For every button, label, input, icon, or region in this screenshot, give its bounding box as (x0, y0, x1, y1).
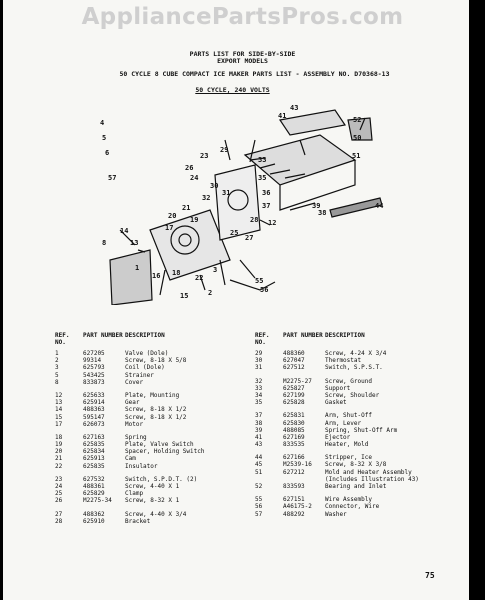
table-row (55, 372, 265, 379)
description-cell: Screw, 8-18 X 1/2 (125, 413, 187, 421)
part-number-cell: 833535 (283, 441, 305, 449)
part-number-cell: 833593 (283, 483, 305, 490)
table-row (55, 350, 265, 357)
description-cell: Screw, 4-24 X 3/4 (325, 350, 387, 357)
description-cell: Spring (125, 433, 147, 441)
ref-cell: 28 (55, 517, 63, 525)
ref-cell: 27 (55, 510, 63, 518)
description-cell: Plate, Valve Switch (125, 441, 194, 449)
table-row (55, 455, 265, 462)
svg-text:33: 33 (258, 156, 267, 164)
description-cell: Stripper, Ice (325, 454, 372, 462)
part-number-cell: 625835 (83, 441, 105, 449)
ref-cell: 38 (255, 419, 263, 427)
svg-text:16: 16 (152, 272, 161, 280)
part-number-cell: 625830 (283, 419, 305, 427)
description-cell: Screw, Ground (325, 377, 372, 385)
ref-cell: 33 (255, 384, 263, 392)
description-cell: Spacer, Holding Switch (125, 448, 205, 456)
col-ref: REF. NO. (55, 332, 70, 347)
col-part: PART NUMBER (83, 332, 123, 339)
svg-text:23: 23 (200, 152, 209, 160)
description-cell: Insulator (125, 462, 158, 470)
svg-text:24: 24 (190, 174, 199, 182)
svg-text:31: 31 (222, 189, 231, 197)
ref-cell: 55 (255, 496, 263, 504)
col-part: PART NUMBER (283, 332, 323, 339)
svg-text:20: 20 (168, 212, 177, 220)
part-number-cell: 627151 (283, 496, 305, 504)
description-cell: Gasket (325, 399, 347, 407)
part-number-cell: 625793 (83, 364, 105, 372)
description-cell: Ejector (325, 433, 351, 441)
svg-text:8: 8 (102, 239, 107, 247)
ref-cell: 17 (55, 420, 63, 428)
table-row (255, 503, 465, 510)
description-cell: Screw, 4-40 X 1 (125, 483, 180, 490)
table-row (55, 392, 265, 399)
svg-text:29: 29 (220, 146, 229, 154)
part-number-cell: 625834 (83, 448, 105, 456)
part-number-cell (283, 476, 325, 483)
part-number-cell: 627212 (283, 468, 305, 476)
ref-cell: 37 (255, 412, 263, 420)
part-number-cell: 625827 (283, 384, 305, 392)
part-number-cell: 625914 (83, 399, 105, 407)
part-number-cell: 543425 (83, 371, 105, 379)
description-cell: Screw, 8-32 X 1 (125, 497, 180, 505)
table-row (255, 350, 465, 357)
header-title: PARTS LIST FOR SIDE-BY-SIDE (189, 50, 296, 58)
svg-text:35: 35 (258, 174, 267, 182)
part-number-cell: 625910 (83, 517, 105, 525)
part-number-cell: 627512 (283, 364, 305, 372)
table-row (255, 434, 465, 441)
ref-cell: 13 (55, 399, 63, 407)
description-cell: Valve (Dole) (125, 350, 169, 357)
ref-cell: 57 (255, 510, 263, 518)
part-number-cell: M2539-16 (283, 461, 312, 469)
header-assembly: 50 CYCLE 8 CUBE COMPACT ICE MAKER PARTS LIST - ASSEMBLY NO. D70368-13 (119, 70, 390, 78)
table-row (255, 427, 465, 434)
part-number-cell: 625828 (283, 399, 305, 407)
ref-cell: 32 (255, 377, 263, 385)
description-cell: (Includes Illustration 43) (325, 475, 419, 483)
svg-text:3: 3 (213, 266, 218, 274)
ref-cell: 29 (255, 350, 263, 357)
part-number-cell: 625913 (83, 455, 105, 463)
part-number-cell: 627047 (283, 357, 305, 365)
description-cell: Thermostat (325, 357, 362, 365)
ref-cell: 21 (55, 455, 63, 463)
ref-cell: 3 (55, 364, 59, 372)
part-number-cell: 488362 (83, 510, 105, 518)
table-row (255, 496, 465, 503)
svg-text:15: 15 (180, 292, 189, 300)
ref-cell (255, 476, 283, 483)
ref-cell: 51 (255, 468, 263, 476)
ref-cell: 44 (255, 454, 263, 462)
table-row (55, 399, 265, 406)
table-row (255, 399, 465, 406)
page-number: 75 (425, 571, 435, 580)
table-row (255, 357, 465, 364)
table-row (55, 364, 265, 371)
table-row (55, 448, 265, 455)
table-row (255, 469, 465, 476)
description-cell: Arm, Lever (325, 419, 362, 427)
part-number-cell: 625829 (83, 490, 105, 498)
description-cell: Motor (125, 420, 144, 428)
part-number-cell: 625633 (83, 391, 105, 399)
table-row (255, 511, 465, 518)
table-row (55, 483, 265, 490)
col-desc: DESCRIPTION (125, 332, 165, 339)
ref-cell: 18 (55, 433, 63, 441)
description-cell: Screw, 8-18 X 5/8 (125, 357, 187, 365)
col-ref: REF. NO. (255, 332, 270, 347)
svg-text:1: 1 (135, 264, 140, 272)
table-row (55, 421, 265, 428)
description-cell: Screw, 4-40 X 3/4 (125, 510, 187, 518)
ref-cell: 24 (55, 483, 63, 490)
part-number-cell: 627199 (283, 391, 305, 399)
table-row (255, 454, 465, 461)
part-number-cell: 488363 (83, 406, 105, 414)
svg-text:37: 37 (262, 202, 271, 210)
watermark: AppliancePartsPros.com (81, 4, 404, 30)
description-cell: Washer (325, 510, 347, 518)
ref-cell: 23 (55, 475, 63, 483)
part-number-cell: 488085 (283, 426, 305, 434)
svg-text:51: 51 (352, 152, 361, 160)
part-number-cell: 99314 (83, 357, 102, 365)
description-cell: Screw, 8-32 X 3/8 (325, 461, 387, 469)
part-number-cell: 488361 (83, 483, 105, 490)
table-header-left (55, 332, 265, 350)
svg-text:55: 55 (255, 277, 264, 285)
svg-text:19: 19 (190, 216, 199, 224)
parts-table-right (255, 332, 465, 518)
table-row (255, 385, 465, 392)
ref-cell: 19 (55, 441, 63, 449)
ref-cell: 34 (255, 391, 263, 399)
ref-cell: 30 (255, 357, 263, 365)
svg-text:41: 41 (278, 112, 287, 120)
part-number-cell: 488360 (283, 350, 305, 357)
table-row (55, 406, 265, 413)
table-row (255, 483, 465, 490)
description-cell: Screw, Shoulder (325, 391, 380, 399)
table-row (55, 497, 265, 504)
svg-text:4: 4 (100, 119, 105, 127)
rows-left (55, 350, 265, 525)
description-cell: Mold and Heater Assembly (325, 468, 412, 476)
svg-text:5: 5 (102, 134, 107, 142)
table-row (255, 412, 465, 419)
ref-cell: 39 (255, 426, 263, 434)
ref-cell: 35 (255, 399, 263, 407)
svg-text:27: 27 (245, 234, 254, 242)
svg-text:50: 50 (353, 134, 362, 142)
part-number-cell: A46175-2 (283, 503, 312, 511)
svg-text:17: 17 (165, 224, 174, 232)
ref-cell: 5 (55, 371, 59, 379)
svg-text:44: 44 (375, 202, 384, 210)
table-row (55, 357, 265, 364)
ref-cell: 25 (55, 490, 63, 498)
part-number-cell: 625831 (283, 412, 305, 420)
part-number-cell: M2275-34 (83, 497, 112, 505)
description-cell: Strainer (125, 371, 154, 379)
description-cell: Screw, 8-18 X 1/2 (125, 406, 187, 414)
table-row (55, 476, 265, 483)
part-number-cell: 627205 (83, 350, 105, 357)
table-row (55, 441, 265, 448)
table-row (55, 414, 265, 421)
table-row (55, 518, 265, 525)
header-voltage: 50 CYCLE, 240 VOLTS (195, 86, 270, 94)
ref-cell: 56 (255, 503, 263, 511)
ref-cell: 1 (55, 350, 59, 357)
table-row (255, 378, 465, 385)
part-number-cell: 833873 (83, 378, 105, 386)
description-cell: Plate, Mounting (125, 391, 180, 399)
description-cell: Gear (125, 399, 140, 407)
description-cell: Coil (Dole) (125, 364, 165, 372)
svg-text:18: 18 (172, 269, 181, 277)
description-cell: Clamp (125, 490, 144, 498)
svg-text:13: 13 (130, 239, 139, 247)
svg-text:28: 28 (250, 216, 259, 224)
table-row (55, 379, 265, 386)
description-cell: Bracket (125, 517, 151, 525)
description-cell: Switch, S.P.D.T. (2) (125, 475, 198, 483)
table-row (255, 420, 465, 427)
exploded-parts-diagram (90, 100, 390, 305)
ref-cell: 43 (255, 441, 263, 449)
header-subtitle: EXPORT MODELS (217, 57, 268, 65)
svg-text:26: 26 (185, 164, 194, 172)
part-number-cell: 488292 (283, 510, 305, 518)
part-number-cell: 627532 (83, 475, 105, 483)
table-row (255, 476, 465, 483)
svg-text:21: 21 (182, 204, 191, 212)
description-cell: Bearing and Inlet (325, 483, 387, 490)
col-desc: DESCRIPTION (325, 332, 365, 339)
table-row (255, 461, 465, 468)
table-row (55, 490, 265, 497)
ref-cell: 41 (255, 433, 263, 441)
svg-text:57: 57 (108, 174, 117, 182)
svg-text:39: 39 (312, 202, 321, 210)
part-number-cell: 595147 (83, 413, 105, 421)
ref-cell: 15 (55, 413, 63, 421)
part-number-cell: 627166 (283, 454, 305, 462)
description-cell: Support (325, 384, 351, 392)
rows-right (255, 350, 465, 518)
ref-cell: 14 (55, 406, 63, 414)
table-row (255, 364, 465, 371)
ref-cell: 52 (255, 483, 263, 490)
table-row (255, 441, 465, 448)
svg-text:22: 22 (195, 274, 204, 282)
table-row (55, 463, 265, 470)
svg-text:30: 30 (210, 182, 219, 190)
svg-text:12: 12 (268, 219, 277, 227)
ref-cell: 22 (55, 462, 63, 470)
part-number-cell: M2275-27 (283, 377, 312, 385)
parts-table-left (55, 332, 265, 525)
description-cell: Heater, Mold (325, 441, 369, 449)
svg-text:25: 25 (230, 229, 239, 237)
part-number-cell: 627169 (283, 433, 305, 441)
svg-text:56: 56 (260, 286, 269, 294)
svg-text:43: 43 (290, 104, 299, 112)
description-cell: Arm, Shut-Off (325, 412, 372, 420)
svg-text:52: 52 (353, 116, 362, 124)
part-number-cell: 627163 (83, 433, 105, 441)
ref-cell: 26 (55, 497, 63, 505)
description-cell: Wire Assembly (325, 496, 372, 504)
description-cell: Cam (125, 455, 136, 463)
table-header-right (255, 332, 465, 350)
part-number-cell: 625835 (83, 462, 105, 470)
svg-text:6: 6 (105, 149, 110, 157)
ref-cell: 45 (255, 461, 263, 469)
table-row (55, 434, 265, 441)
svg-text:36: 36 (262, 189, 271, 197)
description-cell: Cover (125, 378, 144, 386)
ref-cell: 2 (55, 357, 59, 365)
description-cell: Connector, Wire (325, 503, 380, 511)
svg-text:32: 32 (202, 194, 211, 202)
ref-cell: 20 (55, 448, 63, 456)
table-row (55, 511, 265, 518)
svg-text:38: 38 (318, 209, 327, 217)
svg-text:2: 2 (208, 289, 213, 297)
description-cell: Spring, Shut-Off Arm (325, 426, 398, 434)
part-number-cell: 626073 (83, 420, 105, 428)
svg-text:14: 14 (120, 227, 129, 235)
ref-cell: 31 (255, 364, 263, 372)
ref-cell: 8 (55, 378, 59, 386)
description-cell: Switch, S.P.S.T. (325, 364, 383, 372)
table-row (255, 392, 465, 399)
ref-cell: 12 (55, 391, 63, 399)
